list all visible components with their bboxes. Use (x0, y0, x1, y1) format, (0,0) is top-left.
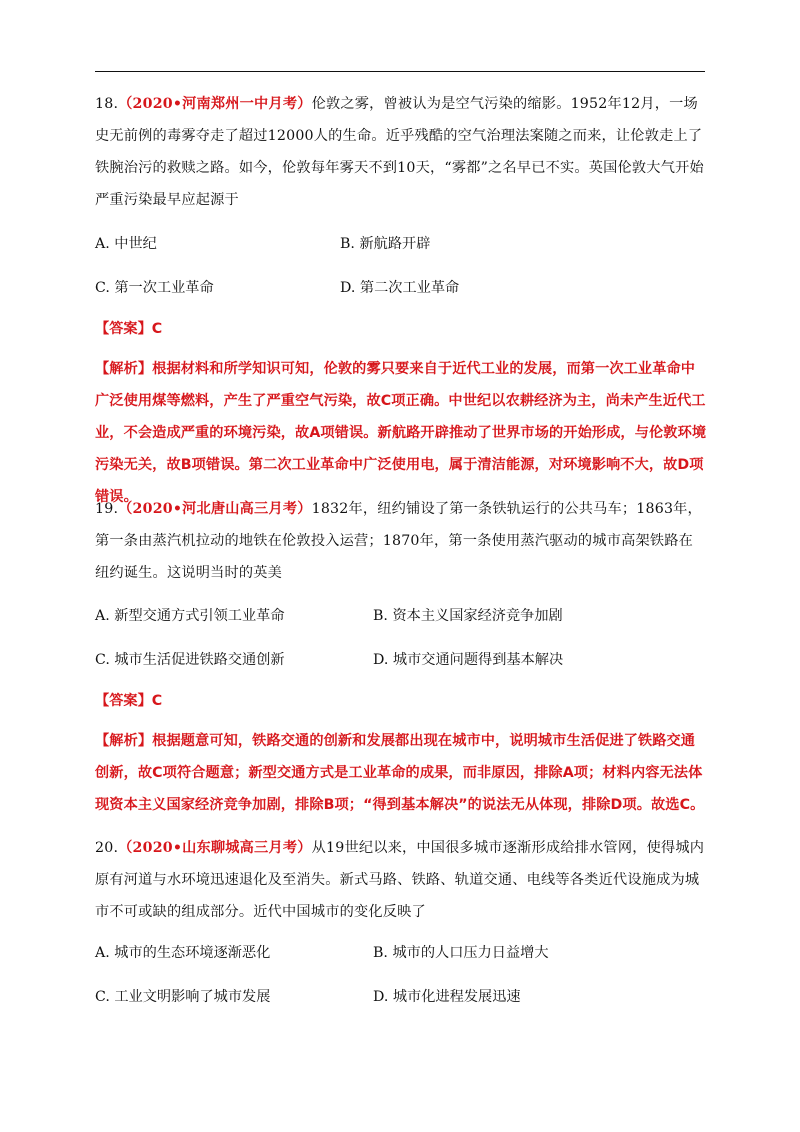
option-c[interactable]: C. 第一次工业革命 (95, 280, 214, 296)
question-20 (95, 832, 707, 928)
option-b[interactable]: B. 城市的人口压力日益增大 (373, 945, 549, 961)
option-d[interactable]: D. 第二次工业革命 (340, 280, 460, 296)
answer-18: 【答案】C (95, 321, 163, 337)
option-a[interactable]: A. 新型交通方式引领工业革命 (95, 608, 285, 624)
top-rule (95, 71, 705, 72)
question-number: 20. (95, 840, 119, 856)
option-b[interactable]: B. 资本主义国家经济竞争加剧 (373, 608, 563, 624)
analysis-18: 【解析】根据材料和所学知识可知，伦敦的雾只要来自于近代工业的发展，而第一次工业革命中广泛使用煤等燃料，产生了严重空气污染，故C项正确。中世纪以农耕经济为主，尚未产生近代工业，不会造成严重的环境污染，故A项错误。新航路开辟推动了世界市场的开始形成，与伦敦环境污染无关，故B项错误。第二次工业革命中广泛使用电，属于清洁能源，对环境影响不大，故D项错误。 (95, 361, 707, 505)
analysis-19: 【解析】根据题意可知，铁路交通的创新和发展都出现在城市中，说明城市生活促进了铁路交通创新，故C项符合题意；新型交通方式是工业革命的成果，而非原因，排除A项；材料内容无法体现资本主义国家经济竞争加剧，排除B项；“得到基本解决”的说法无从体现，排除D项。故选C。 (95, 733, 705, 813)
question-number: 18. (95, 96, 119, 112)
answer-19: 【答案】C (95, 693, 163, 709)
question-source: （2020•河北唐山高三月考） (118, 501, 312, 517)
question-stem: 伦敦之雾，曾被认为是空气污染的缩影。1952年12月，一场史无前例的毒雾夺走了超过12000人的生命。近乎残酷的空气治理法案随之而来，让伦敦走上了铁腕治污的救赎之路。如今，伦敦每年雾天不到10天，“雾都”之名早已不实。英国伦敦大气开始严重污染最早应起源于 (95, 96, 704, 208)
question-19 (95, 493, 707, 589)
option-a[interactable]: A. 城市的生态环境逐渐恶化 (95, 945, 271, 961)
question-stem: 从19世纪以来，中国很多城市逐渐形成给排水管网，使得城内原有河道与水环境迅速退化及至消失。新式马路、铁路、轨道交通、电线等各类近代设施成为城市不可或缺的组成部分。近代中国城市的变化反映了 (95, 840, 705, 920)
option-c[interactable]: C. 工业文明影响了城市发展 (95, 989, 271, 1005)
question-number: 19. (95, 501, 119, 517)
question-source: （2020•河南郑州一中月考） (118, 96, 312, 112)
option-d[interactable]: D. 城市交通问题得到基本解决 (373, 652, 564, 668)
question-stem: 1832年，纽约铺设了第一条铁轨运行的公共马车；1863年，第一条由蒸汽机拉动的地铁在伦敦投入运营；1870年，第一条使用蒸汽驱动的城市高架铁路在纽约诞生。这说明当时的英美 (95, 501, 702, 581)
option-a[interactable]: A. 中世纪 (95, 236, 157, 252)
option-b[interactable]: B. 新航路开辟 (340, 236, 431, 252)
question-source: （2020•山东聊城高三月考） (118, 840, 312, 856)
option-c[interactable]: C. 城市生活促进铁路交通创新 (95, 652, 285, 668)
question-18 (95, 88, 707, 216)
option-d[interactable]: D. 城市化进程发展迅速 (373, 989, 521, 1005)
